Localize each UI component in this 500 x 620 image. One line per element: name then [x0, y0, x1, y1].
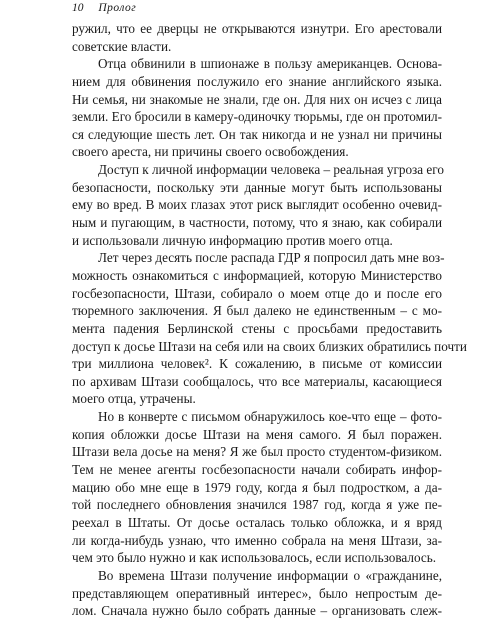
text-line: ся следующие шесть лет. Он так никогда и не узнал ни причины: [72, 126, 442, 142]
text-line: доступ к досье Штази на себя или на своих близких обратились почти: [72, 338, 467, 354]
text-line: Во времена Штази получение информации о «гражданине,: [98, 567, 442, 583]
text-line: реехал в Штаты. От досье осталась только обложка, и я вряд: [72, 514, 442, 530]
text-line: земли. Его бросили в камеру-одиночку тюрьмы, где он протомил-: [72, 109, 442, 125]
text-line: своего ареста, ни причины своего освобождения.: [72, 144, 349, 160]
text-line: копия обложки досье Штази на меня самого. Я был поражен.: [72, 426, 442, 442]
text-line: три миллиона человек². К сожалению, в письме от комиссии: [72, 356, 442, 372]
text-line: Штази вела досье на меня? Я же был просто студентом-физиком.: [72, 444, 442, 460]
text-line: госбезопасности, Штази, собирало о моем отце до и после его: [72, 285, 442, 301]
body-text: [72, 20, 467, 620]
text-line: ли когда-нибудь узнаю, что именно собрала на меня Штази, за-: [72, 532, 442, 548]
text-line: Отца обвинили в шпионаже в пользу американцев. Основа-: [98, 56, 442, 72]
paragraph: [72, 20, 442, 55]
paragraph: [72, 55, 442, 161]
running-head: [72, 2, 136, 14]
page-number: 10: [72, 2, 84, 14]
text-line: чем это было нужно и как использовалось, если использовалось.: [72, 550, 437, 566]
text-line: мента падения Берлинской стены с просьбами предоставить: [72, 320, 442, 336]
text-line: советские власти.: [72, 38, 172, 54]
text-line: по архивам Штази сообщалось, что все материалы, касающиеся: [72, 373, 442, 389]
text-line: ему во вред. В моих глазах этот риск выглядит особенно очевид-: [72, 197, 442, 213]
text-line: ным и пугающим, в частности, потому, что я знаю, как собирали: [72, 215, 442, 231]
paragraph: [72, 249, 467, 408]
text-line: тюремного заключения. Я был далеко не единственным – с мо-: [72, 303, 442, 319]
section-title: Пролог: [98, 2, 137, 14]
text-line: ружил, что ее дверцы не открываются изнутри. Его арестовали: [72, 21, 442, 36]
text-line: можность ознакомиться с информацией, которую Министерство: [72, 267, 442, 283]
text-line: моего отца, утрачены.: [72, 391, 196, 407]
text-line: нием для обвинения послужило его знание английского языка.: [72, 73, 442, 89]
text-line: Тем не менее агенты госбезопасности начали собирать инфор-: [72, 462, 442, 478]
text-line: безопасности, поскольку эти данные могут быть использованы: [72, 179, 442, 195]
text-line: Но в конверте с письмом обнаружилось кое-что еще – фото-: [98, 409, 442, 425]
paragraph: [72, 161, 442, 249]
text-line: той последнего обновления значился 1987 год, когда я уже пе-: [72, 497, 442, 513]
text-line: мацию обо мне еще в 1979 году, когда я был подростком, а да-: [72, 479, 442, 495]
text-line: Лет через десять после распада ГДР я попросил дать мне воз-: [98, 250, 445, 266]
text-line: представляющем оперативный интерес», было непростым де-: [72, 585, 442, 601]
paragraph: [72, 567, 442, 620]
text-line: Доступ к личной информации человека – реальная угроза его: [98, 162, 444, 178]
text-line: лом. Сначала нужно было собрать данные – организовать слеж-: [72, 603, 442, 619]
paragraph: [72, 408, 442, 567]
text-line: и использовали личную информацию против моего отца.: [72, 232, 393, 248]
text-line: Ни семья, ни знакомые не знали, где он. Для них он исчез с лица: [72, 91, 442, 107]
